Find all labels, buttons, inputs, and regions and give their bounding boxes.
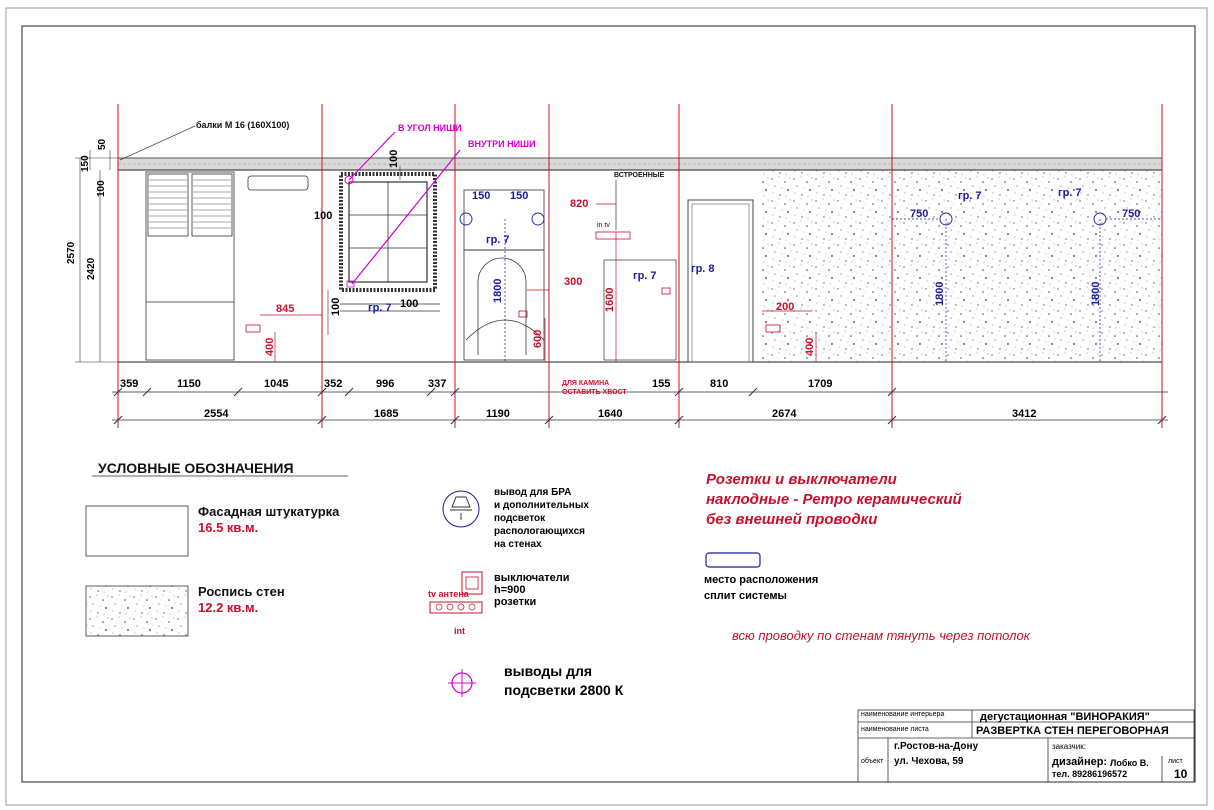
dim-820: 820 [570, 198, 589, 210]
height-2570: 2570 [66, 241, 77, 264]
plaster-label: Фасадная штукатурка [198, 504, 340, 519]
designer-label: дизайнер: [1052, 756, 1108, 768]
dim-1800-c: 1800 [1090, 281, 1102, 306]
plaster-swatch [86, 506, 188, 556]
fireplace-note-1: ДЛЯ КАМИНА [562, 380, 610, 387]
row1-dim: 155 [652, 378, 671, 390]
built-in-label: ВСТРОЕННЫЕ [614, 172, 665, 179]
dim-1600: 1600 [604, 287, 616, 312]
dim-150-b: 150 [510, 190, 529, 202]
dim-100-b: 100 [388, 149, 400, 168]
sheet-number: 10 [1174, 767, 1188, 781]
sheet-label: лист [1168, 758, 1183, 765]
city: г.Ростов-на-Дону [894, 741, 979, 752]
niche-corner-label: В УГОЛ НИШИ [398, 123, 462, 133]
row2-dim: 2554 [204, 408, 229, 420]
row2-dim: 1640 [598, 408, 623, 420]
row1-dim: 1045 [264, 378, 289, 390]
dim-100-a: 100 [314, 210, 333, 222]
dim-300: 300 [564, 276, 583, 288]
dim-600: 600 [532, 329, 544, 348]
dim-750: 750 [910, 208, 929, 220]
door [688, 200, 753, 362]
sheet-name: РАЗВЕРТКА СТЕН ПЕРЕГОВОРНАЯ [976, 725, 1169, 737]
height-50: 50 [97, 138, 108, 150]
interior-name-label: наименование интерьера [861, 711, 945, 718]
painting-area: 12.2 кв.м. [198, 600, 259, 615]
row2-dim: 3412 [1012, 408, 1037, 420]
dim-100-d: 100 [400, 298, 419, 310]
painting-swatch [86, 586, 188, 636]
split-system-symbol [706, 553, 760, 567]
niche-inside-label: ВНУТРИ НИШИ [468, 139, 536, 149]
row2-dim: 2674 [772, 408, 797, 420]
row1-dim: 810 [710, 378, 729, 390]
customer-label: заказчик: [1052, 742, 1086, 751]
tv-label: in tv [597, 222, 610, 229]
sheet-name-label: наименование листа [861, 726, 929, 733]
split-system-unit [248, 176, 308, 190]
louvered-cabinet [146, 172, 234, 360]
phone: тел. 89286196572 [1052, 769, 1128, 779]
height-2420: 2420 [86, 257, 97, 280]
group-label: гр. 7 [486, 234, 510, 246]
row1-dim: 1709 [808, 378, 833, 390]
dimension-rows [112, 392, 1168, 420]
louvers [149, 180, 231, 228]
group-label: гр. 8 [691, 263, 715, 275]
legend-title: УСЛОВНЫЕ ОБОЗНАЧЕНИЯ [98, 460, 294, 476]
row1-dim: 337 [428, 378, 447, 390]
row2-dim: 1685 [374, 408, 399, 420]
interior-name: дегустационная "ВИНОРАКИЯ" [980, 711, 1150, 723]
beams-label: балки М 16 (160Х100) [196, 120, 290, 130]
bra-symbol [443, 491, 479, 527]
lighting-output-symbol [448, 669, 476, 697]
height-100: 100 [96, 180, 107, 197]
group-label: гр. 7 [958, 190, 982, 202]
object-label: объект [861, 758, 884, 765]
height-150: 150 [80, 155, 91, 172]
row2-dim: 1190 [486, 408, 510, 420]
int-label: int [454, 626, 465, 636]
designer-name: Лобко В. [1110, 758, 1149, 768]
dim-845: 845 [276, 303, 295, 315]
dim-750-b: 750 [1122, 208, 1141, 220]
plaster-area: 16.5 кв.м. [198, 520, 259, 535]
row1-dim: 359 [120, 378, 139, 390]
dim-100-c: 100 [330, 297, 342, 316]
address: ул. Чехова, 59 [894, 756, 964, 767]
dim-400: 400 [264, 337, 276, 356]
dim-150: 150 [472, 190, 491, 202]
socket-mark [246, 325, 260, 332]
switch-text: выключатели h=900 розетки [494, 572, 570, 608]
dim-1800: 1800 [492, 278, 504, 303]
bra-text: вывод для БРА и дополнительных подсветок распологающихся на стенах [494, 487, 589, 550]
fireplace-note-2: ОСТАВИТЬ ХВОСТ [562, 389, 627, 396]
dim-400-b: 400 [804, 337, 816, 356]
row1-dim: 1150 [177, 378, 201, 390]
dimension-ticks [114, 388, 1166, 424]
group-label: гр. 7 [1058, 187, 1082, 199]
group-label: гр. 7 [368, 302, 392, 314]
dim-200: 200 [776, 301, 795, 313]
wiring-note: всю проводку по стенам тянуть через потолок [732, 628, 1030, 643]
tv-antenna-label: tv антена [428, 589, 469, 599]
split-text: место расположения сплит системы [704, 574, 819, 602]
light-outputs-text: выводы для подсветки 2800 К [504, 663, 624, 698]
row1-dim: 352 [324, 378, 343, 390]
sockets-note: Розетки и выключатели наклодные - Ретро керамический без внешней проводки [706, 471, 962, 528]
group-label: гр. 7 [633, 270, 657, 282]
row1-dim: 996 [376, 378, 395, 390]
painting-label: Роспись стен [198, 584, 285, 599]
dim-1800-b: 1800 [934, 281, 946, 306]
